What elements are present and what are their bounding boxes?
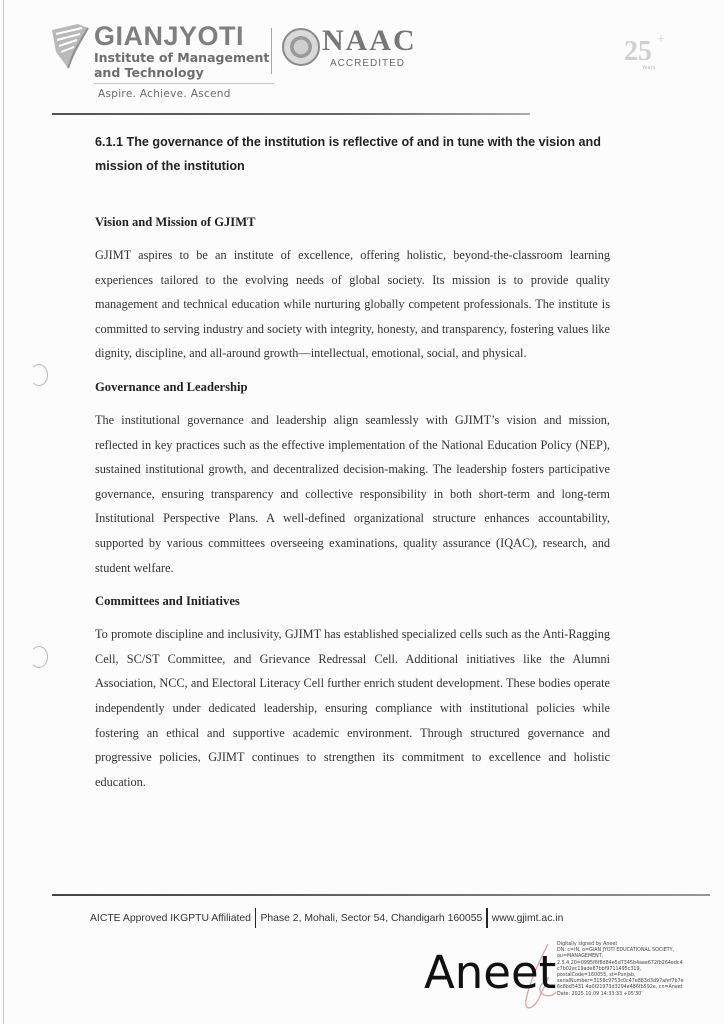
signature-line: 6c8bd5431 4a0f21973d3294e486fb592e, cn=Aneet bbox=[557, 985, 683, 991]
signature-line: ou=MANAGEMENT, bbox=[557, 954, 604, 960]
heading-governance-leadership: Governance and Leadership bbox=[95, 379, 248, 394]
digital-signature-details bbox=[557, 942, 717, 998]
letterhead bbox=[48, 14, 688, 102]
signature-line: Digitally signed by Aneet bbox=[557, 942, 618, 947]
heading-committees-initiatives: Committees and Initiatives bbox=[95, 594, 240, 609]
signature-name: Aneet bbox=[424, 946, 557, 999]
punch-hole-bottom bbox=[30, 646, 48, 668]
brand-block bbox=[94, 22, 274, 87]
shield-wings-logo-icon bbox=[48, 22, 90, 70]
anniversary-badge bbox=[624, 32, 684, 76]
footer bbox=[90, 908, 563, 928]
footer-affiliation: AICTE Approved IKGPTU Affiliated bbox=[90, 912, 251, 924]
signature-line: postalCode=160055, st=Punjab, bbox=[557, 973, 636, 979]
naac-subtitle: ACCREDITED bbox=[330, 58, 406, 69]
tagline: Aspire. Achieve. Ascend bbox=[98, 88, 231, 100]
paragraph-vision-mission: GJIMT aspires to be an institute of excellence, offering holistic, beyond-the-classroom learning experiences tailored to the evolving needs of global society. Its mission is to provide quality management and technical education while nurturing globally competent professionals. The institute is committed to serving industry and society with integrity, honesty, and transparency, fostering values like dignity, discipline, and all-around growth—intellectual, emotional, social, and physical. bbox=[95, 248, 610, 361]
document-body bbox=[95, 130, 610, 794]
anniversary-label: Years bbox=[642, 65, 656, 71]
signature-line: Date: 2025.10.09 14:33:33 +05'30' bbox=[557, 991, 643, 997]
paragraph-governance-leadership: The institutional governance and leadership align seamlessly with GJIMT’s vision and mission, reflected in key practices such as the effective implementation of the National Education Policy (NEP), sustained institutional growth, and decentralized decision-making. The leadership fosters participative governance, ensuring transparency and collective responsibility in both short-term and long-term Institutional Perspective Plans. A well-defined organizational structure enhances accountability, supported by various committees overseeing examinations, quality assurance (IQAC), research, and student welfare. bbox=[95, 412, 610, 575]
footer-separator bbox=[486, 908, 488, 928]
brand-name: GIANJYOTI bbox=[94, 21, 245, 51]
header-separator bbox=[271, 28, 272, 74]
anniversary-plus: + bbox=[657, 32, 665, 47]
punch-hole-top bbox=[30, 364, 48, 386]
footer-address: Phase 2, Mohali, Sector 54, Chandigarh 160055 bbox=[260, 912, 483, 924]
footer-rule bbox=[52, 894, 710, 896]
brand-subtitle-line2: and Technology bbox=[94, 65, 204, 80]
paragraph-committees-initiatives: To promote discipline and inclusivity, GJIMT has established specialized cells such as the Anti-Ragging Cell, SC/ST Committee, and Grievance Redressal Cell. Additional initiatives like the Alumni Association, NCC, and Electoral Literacy Cell further enrich student development. These bodies operate independently under dedicated leadership, ensuring compliance with institutional policies while fostering an ethical and supportive academic environment. Through structured governance and progressive policies, GJIMT continues to strengthen its commitment to excellence and holistic education. bbox=[95, 627, 610, 789]
naac-title: NAAC bbox=[322, 24, 417, 57]
scan-edge bbox=[3, 0, 4, 1024]
anniversary-number: 25 bbox=[624, 36, 652, 67]
naac-emblem-icon bbox=[282, 28, 320, 66]
signature-line: DN: c=IN, o=GIAN JYOTI EDUCATIONAL SOCIETY, bbox=[557, 948, 675, 954]
signature-line: 2.5.4.20=0995f6f8d84e5d7345b4aee672fb264edc4 bbox=[557, 960, 683, 966]
signature-line: serialNumber=3158c9753c0c47e883d3d97afef7b7e bbox=[557, 979, 684, 985]
header-rule bbox=[52, 113, 530, 115]
heading-vision-mission: Vision and Mission of GJIMT bbox=[95, 215, 256, 229]
brand-subtitle-line1: Institute of Management bbox=[94, 50, 270, 65]
signature-line: c7b02ec19ade87bbf9711495c319, bbox=[557, 966, 642, 972]
section-title: 6.1.1 The governance of the institution is reflective of and in tune with the vision and mission of the institution bbox=[95, 135, 601, 173]
brand-divider bbox=[94, 83, 274, 84]
footer-website[interactable]: www.gjimt.ac.in bbox=[491, 912, 564, 924]
footer-separator bbox=[255, 908, 257, 928]
